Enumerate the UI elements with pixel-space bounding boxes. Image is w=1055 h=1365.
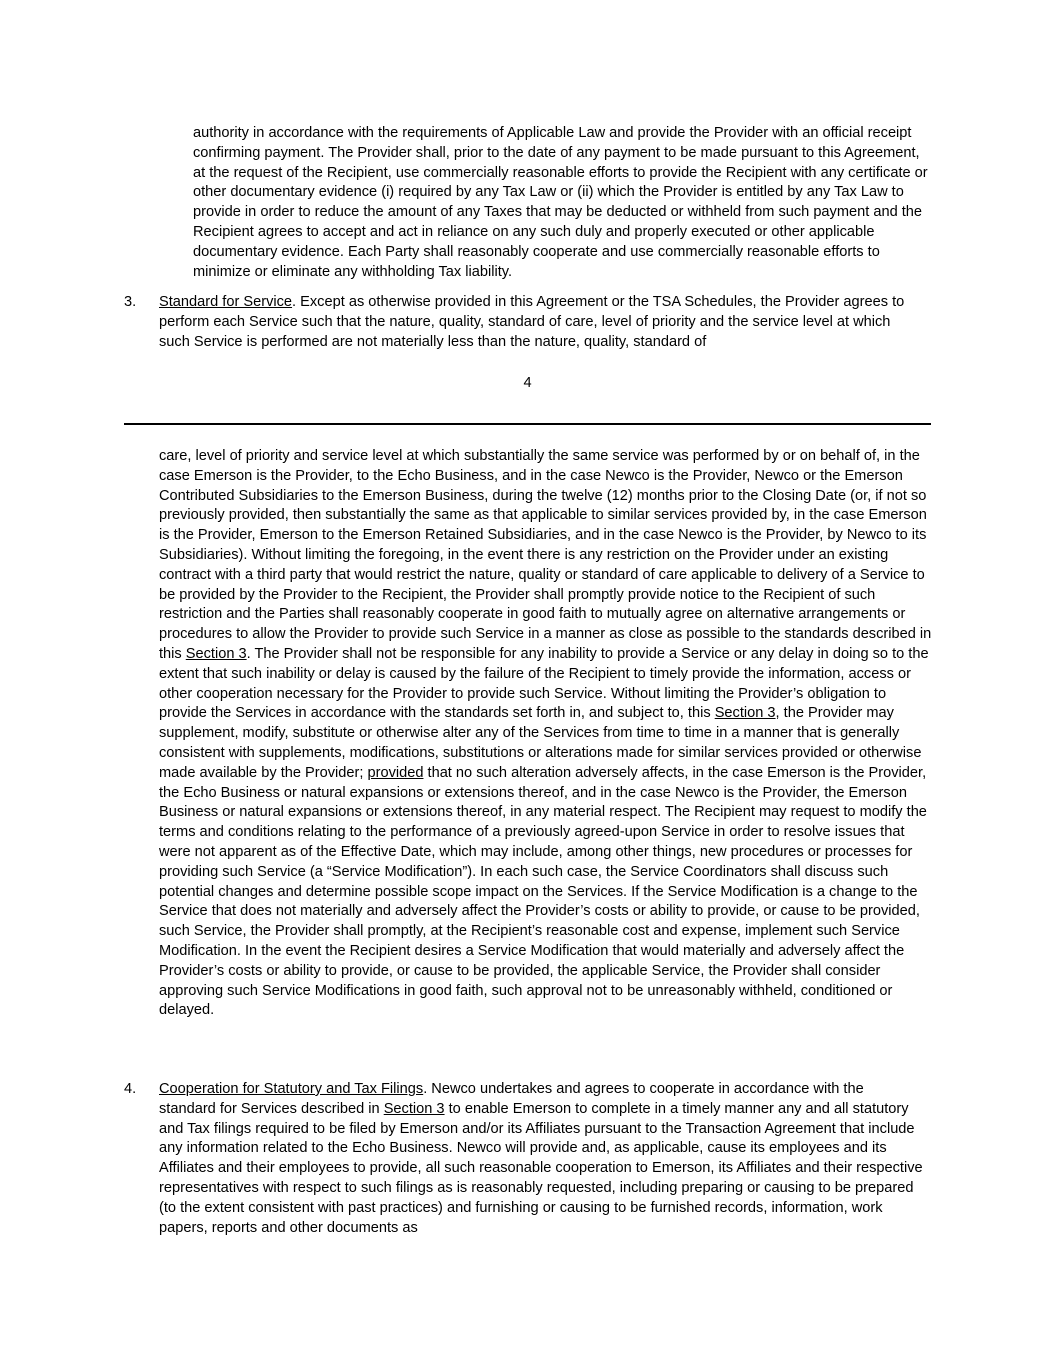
section-3-cont-text-4: that no such alteration adversely affects, in the case Emerson is the Provider, the Echo Business or natural expansions or extensions thereof, and in the case Newco is the Provider, the Emerson Business or natural expansions or extensions thereof, in any material respect. The Recipient may request to modify the terms and conditions relating to the performance of a previously agreed-upon Service in order to resolve issues that were not apparent as of the Effective Date, which may include, among other things, new procedures or processes for providing such Service (a “Service Modification”). In each such case, the Service Coordinators shall discuss such potential changes and determine possible scope impact on the Services. If the Service Modification is a change to the Service that does not materially and adversely affect the Provider’s costs or ability to provide, or cause to be provided, such Service, the Provider shall promptly, at the Recipient’s reasonable cost and expense, implement such Service Modification. In the event the Recipient desires a Service Modification that would materially and adversely affect the Provider’s costs or ability to provide, or cause to be provided, the applicable Service, the Provider shall consider approving such Service Modifications in good faith, such approval not to be unreasonably withheld, conditioned or delayed. [159, 764, 927, 1019]
section-3-text: . Except as otherwise provided in this Agreement or the TSA Schedules, the Provider agrees to perform each Service such that the nature, quality, standard of care, level of priority and the service level at which such Service is performed are not materially less than the nature, quality, standard of [159, 294, 905, 350]
section-3-heading: Standard for Service [159, 294, 293, 310]
section-3-number: 3. [124, 294, 137, 310]
section-4-heading: Cooperation for Statutory and Tax Filings [159, 1081, 424, 1097]
section-3-continuation-paragraph [159, 447, 934, 1021]
section-4-paragraph [159, 1080, 924, 1238]
section-3-cont-text-1: care, level of priority and service level at which substantially the same service was performed by or on behalf of, in the case Emerson is the Provider, to the Echo Business, and in the case Newco is the Provider, Newco or the Emerson Contributed Subsidiaries to the Emerson Business, during the twelve (12) months prior to the Closing Date (or, if not so previously provided, then substantially the same as that applicable to similar services provided by, in the case Emerson is the Provider, Emerson to the Emerson Retained Subsidiaries, and in the case Newco is the Provider, by Newco to its Subsidiaries). Without limiting the foregoing, in the event there is any restriction on the Provider under an existing contract with a third party that would restrict the nature, quality or standard of care applicable to delivery of a Service to be provided by the Provider to the Recipient, the Provider shall promptly provide notice to the Recipient of such restriction and the Parties shall reasonably cooperate in good faith to mutually agree on alternative arrangements or procedures to allow the Provider to provide such Service in a manner as close as possible to the standards described in this [159, 448, 932, 662]
continuation-paragraph: authority in accordance with the requirements of Applicable Law and provide the Provider with an official receipt confirming payment. The Provider shall, prior to the date of any payment to be made pursuant to this Agreement, at the request of the Recipient, use commercially reasonable efforts to provide the Recipient with any certificate or other documentary evidence (i) required by any Tax Law or (ii) which the Provider is entitled by any Tax Law to provide in order to reduce the amount of any Taxes that may be deducted or withheld from such payment and the Recipient agrees to accept and act in reliance on any such duly and properly executed or other applicable documentary evidence. Each Party shall reasonably cooperate and use commercially reasonable efforts to minimize or eliminate any withholding Tax liability. [193, 125, 928, 280]
section-3-link-1: Section 3 [185, 645, 247, 662]
section-4-text-1: . Newco undertakes and agrees to cooperate in accordance with the standard for Services described in [159, 1081, 864, 1117]
section-4-text-2: to enable Emerson to complete in a timely manner any and all statutory and Tax filings required to be filed by Emerson and/or its Affiliates pursuant to the Transaction Agreement that include any information related to the Echo Business. Newco will provide and, as applicable, cause its employees and its Affiliates and their employees to provide, all such reasonable cooperation to Emerson, its Affiliates and their respective representatives with respect to such filings as is reasonably requested, including preparing or causing to be prepared (to the extent consistent with past practices) and furnishing or causing to be furnished records, information, work papers, reports and other documents as [159, 1100, 923, 1236]
section-4-link-1: Section 3 [383, 1100, 445, 1117]
section-3-link-2: Section 3 [714, 705, 776, 722]
page-number: 4 [523, 375, 532, 391]
section-4-number: 4. [124, 1081, 137, 1097]
provided-term: provided [367, 764, 424, 781]
section-3-paragraph [159, 293, 919, 352]
section-3-cont-text-3: , the Provider may supplement, modify, substitute or otherwise alter any of the Services from time to time in a manner that is generally consistent with supplements, modifications, substitutions or alterations made for similar services provided or otherwise made available by the Provider; [159, 705, 922, 781]
page-divider [124, 423, 931, 425]
section-3-cont-text-2: . The Provider shall not be responsible for any inability to provide a Service or any delay in doing so to the extent that such inability or delay is caused by the failure of the Recipient to timely provide the information, access or other cooperation necessary for the Provider to provide such Service. Without limiting the Provider’s obligation to provide the Services in accordance with the standards set forth in, and subject to, this [159, 645, 929, 722]
